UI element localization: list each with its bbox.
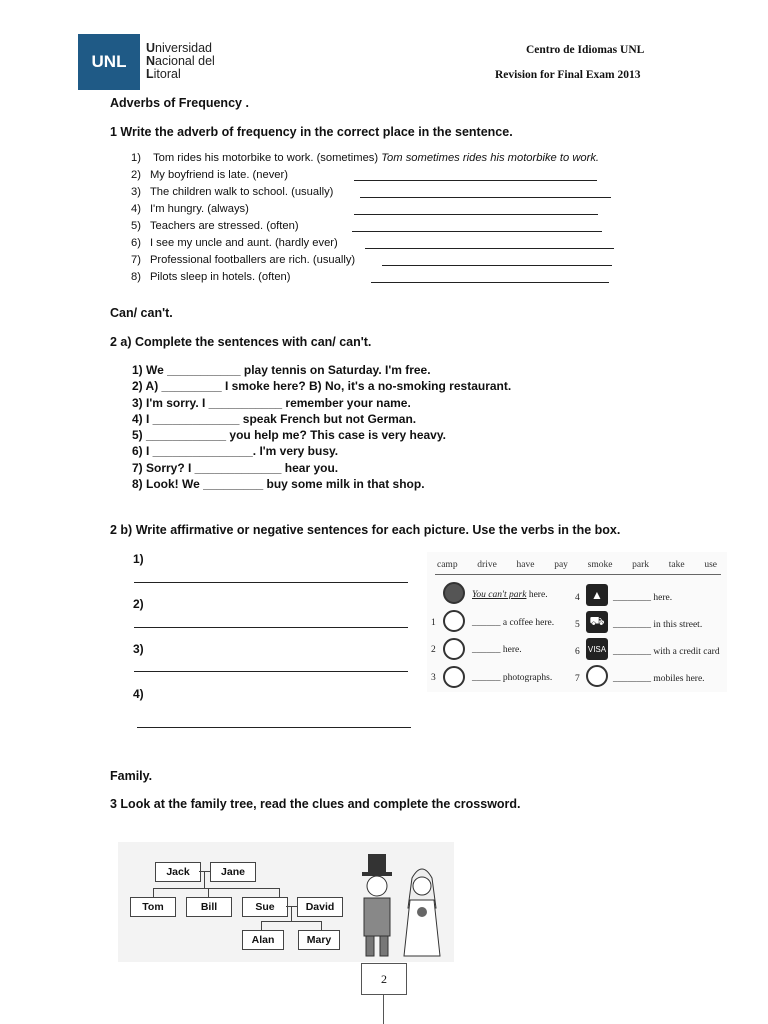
family-tree	[118, 842, 454, 962]
picture-number: 5	[575, 620, 580, 630]
item-number: 4)	[131, 203, 141, 215]
tree-node-sue: Sue	[242, 897, 288, 917]
item-sentence: My boyfriend is late. (never)	[149, 169, 288, 181]
tree-node-david: David	[297, 897, 343, 917]
signs-picture: camp drive have pay smoke park take use You can't park here. 1 ______ a coffee here. 2 ______ here. 3 ______ photographs. 4 ▲ ________ here. 5 ⛟ ________ in this street. 6 VISA ________ with a credit card 7 ________ mobiles here.	[427, 552, 727, 692]
list-item: 5) ____________ you help me? This case is very heavy.	[132, 428, 446, 443]
exercise-3-instruction: 3 Look at the family tree, read the clues and complete the crossword.	[110, 797, 521, 811]
list-item	[131, 252, 355, 269]
tree-link	[153, 888, 154, 897]
list-item: 6) I _______________. I'm very busy.	[132, 444, 339, 459]
tree-link	[321, 921, 322, 930]
verb: have	[516, 560, 535, 570]
picture-caption: here.	[502, 645, 522, 655]
verb: pay	[554, 560, 568, 570]
exercise-1-instruction: 1 Write the adverb of frequency in the correct place in the sentence.	[110, 125, 513, 139]
no-mobile-phones-icon	[586, 665, 608, 687]
picture-caption: with a credit card	[653, 647, 720, 657]
tree-node-jane: Jane	[210, 862, 256, 882]
no-smoking-icon	[443, 610, 465, 632]
divider	[435, 574, 721, 575]
answer-line-2[interactable]	[354, 180, 597, 181]
answer-line-2b-3[interactable]	[134, 671, 408, 672]
divider	[383, 995, 384, 1024]
verb: park	[632, 560, 650, 570]
tree-link	[204, 871, 205, 888]
exercise-2a-instruction: 2 a) Complete the sentences with can/ can't.	[110, 335, 372, 349]
bride-and-groom-illustration	[352, 848, 452, 960]
picture-number: 3	[431, 673, 436, 683]
tree-node-mary: Mary	[298, 930, 340, 950]
picture-number: 4	[575, 593, 580, 603]
item-number: 1)	[133, 552, 144, 566]
picture-caption: in this street.	[653, 620, 703, 630]
list-item	[131, 167, 288, 184]
exam-title: Revision for Final Exam 2013	[495, 69, 641, 81]
exercise-2a-list	[132, 362, 511, 492]
picture-number: 1	[431, 618, 436, 628]
item-sentence: Pilots sleep in hotels. (often)	[149, 271, 291, 283]
answer-line-8[interactable]	[371, 282, 609, 283]
list-item: 1) We ___________ play tennis on Saturday. I'm free.	[132, 363, 431, 377]
answer-line-4[interactable]	[354, 214, 598, 215]
list-item	[131, 201, 249, 218]
logo-line-1: Universidad	[146, 41, 213, 55]
tree-link	[279, 888, 280, 897]
item-number: 3)	[133, 642, 144, 656]
item-sentence: Teachers are stressed. (often)	[149, 220, 299, 232]
verb: drive	[477, 560, 497, 570]
tree-node-tom: Tom	[130, 897, 176, 917]
list-item: 3) I'm sorry. I ___________ remember your name.	[132, 395, 411, 410]
picture-caption: photographs.	[502, 673, 553, 683]
tree-link	[261, 921, 262, 930]
answer-line-2b-4[interactable]	[137, 727, 411, 728]
tree-node-alan: Alan	[242, 930, 284, 950]
list-item	[131, 235, 338, 252]
item-number: 1)	[131, 152, 141, 164]
answer-line-6[interactable]	[365, 248, 614, 249]
tree-link	[208, 888, 209, 897]
item-sentence: Tom rides his motorbike to work. (sometimes)	[153, 152, 379, 164]
item-sentence: I see my uncle and aunt. (hardly ever)	[149, 237, 338, 249]
list-item	[131, 269, 291, 286]
unl-logo: UNL	[78, 34, 140, 90]
university-name	[146, 42, 215, 81]
item-sentence: I'm hungry. (always)	[149, 203, 249, 215]
picture-caption: here.	[653, 593, 673, 603]
picture-number: 2	[431, 645, 436, 655]
answer-line-7[interactable]	[382, 265, 612, 266]
example-answer: You can't park	[472, 590, 527, 600]
item-number: 2)	[133, 597, 144, 611]
verb-box	[437, 560, 717, 570]
exercise-1-list	[131, 150, 651, 290]
page-number: 2	[361, 963, 407, 995]
car-icon: ⛟	[586, 611, 608, 633]
answer-line-2b-1[interactable]	[134, 582, 408, 583]
item-sentence: Professional footballers are rich. (usually)	[149, 254, 356, 266]
logo-line-3: Litoral	[146, 67, 181, 81]
tree-link	[291, 906, 292, 921]
logo-line-2: Nacional del	[146, 54, 215, 68]
picture-number: 6	[575, 647, 580, 657]
verb: use	[704, 560, 717, 570]
item-number: 3)	[131, 186, 141, 198]
item-number: 5)	[131, 220, 141, 232]
tree-node-bill: Bill	[186, 897, 232, 917]
list-item	[131, 218, 299, 235]
no-parking-icon	[443, 582, 465, 604]
picture-number: 7	[575, 674, 580, 684]
item-number: 8)	[131, 271, 141, 283]
list-item: 2) A) _________ I smoke here? B) No, it's a no-smoking restaurant.	[132, 379, 512, 394]
list-item	[131, 150, 599, 167]
tree-link	[261, 921, 321, 922]
verb: take	[668, 560, 685, 570]
list-item: 8) Look! We _________ buy some milk in that shop.	[132, 477, 425, 492]
item-number: 7)	[131, 254, 141, 266]
answer-line-2b-2[interactable]	[134, 627, 408, 628]
verb: camp	[437, 560, 458, 570]
center-title: Centro de Idiomas UNL	[526, 44, 645, 56]
picture-caption: here.	[528, 590, 548, 600]
list-item: 7) Sorry? I _____________ hear you.	[132, 460, 339, 475]
item-sentence: The children walk to school. (usually)	[149, 186, 334, 198]
no-camping-icon	[443, 638, 465, 660]
list-item: 4) I _____________ speak French but not German.	[132, 411, 417, 426]
item-number: 4)	[133, 687, 144, 701]
verb: smoke	[587, 560, 613, 570]
section-family-title: Family.	[110, 769, 153, 783]
section-can-title: Can/ can't.	[110, 306, 173, 320]
exercise-2b-instruction: 2 b) Write affirmative or negative sentences for each picture. Use the verbs in the box.	[110, 523, 621, 537]
section-adverbs-title: Adverbs of Frequency .	[110, 96, 249, 110]
answer-line-3[interactable]	[360, 197, 611, 198]
list-item	[131, 184, 333, 201]
camping-tent-icon: ▲	[586, 584, 608, 606]
answer-line-5[interactable]	[352, 231, 602, 232]
credit-card-icon: VISA	[586, 638, 608, 660]
item-answer: Tom sometimes rides his motorbike to work.	[381, 152, 600, 164]
item-number: 2)	[131, 169, 141, 181]
item-number: 6)	[131, 237, 141, 249]
tree-node-jack: Jack	[155, 862, 201, 882]
camera-icon	[443, 666, 465, 688]
tree-link	[153, 888, 279, 889]
picture-caption: a coffee here.	[502, 618, 555, 628]
picture-caption: mobiles here.	[653, 674, 705, 684]
